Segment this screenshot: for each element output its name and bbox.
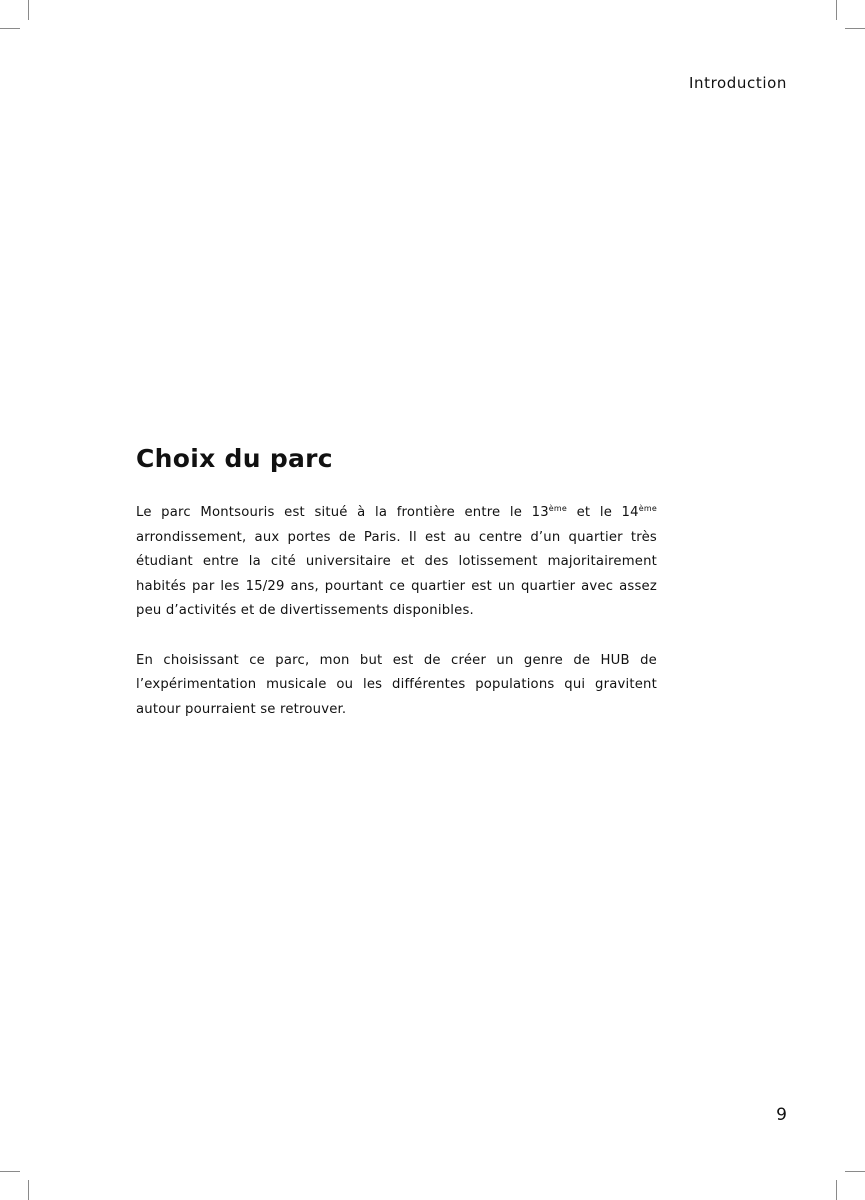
running-header: Introduction	[688, 74, 787, 92]
crop-mark-bottom-left-horizontal	[0, 1171, 20, 1172]
crop-mark-top-left-horizontal	[0, 28, 20, 29]
page-number: 9	[776, 1105, 787, 1125]
superscript-eme: ème	[548, 504, 568, 513]
superscript-eme: ème	[638, 504, 657, 513]
crop-mark-top-right	[836, 0, 837, 20]
crop-mark-bottom-right	[836, 1180, 837, 1200]
paragraph-location-text-b: et le 14	[567, 505, 639, 520]
paragraph-goal: En choisissant ce parc, mon but est de créer un genre de HUB de l’expérimentation musicale ou les différentes populations qui gravitent autour pourraient se retrouver.	[136, 652, 657, 717]
paragraph-location	[136, 501, 657, 624]
crop-mark-bottom-left	[28, 1180, 29, 1200]
crop-mark-bottom-right-horizontal	[845, 1171, 865, 1172]
paragraph-location-text-c: arrondissement, aux portes de Paris. Il est au centre d’un quartier très étudiant entre la cité universitaire et des lotissement majoritairement habités par les 15/29 ans, pourtant ce quartier est un quartier avec assez peu d’activités et de divertissements disponibles.	[136, 529, 657, 618]
crop-mark-top-right-horizontal	[845, 28, 865, 29]
section-choix-du-parc	[136, 444, 657, 747]
section-title: Choix du parc	[136, 444, 333, 473]
crop-mark-top-left	[28, 0, 29, 20]
paragraph-location-text-a: Le parc Montsouris est situé à la frontière entre le 13	[136, 505, 549, 520]
